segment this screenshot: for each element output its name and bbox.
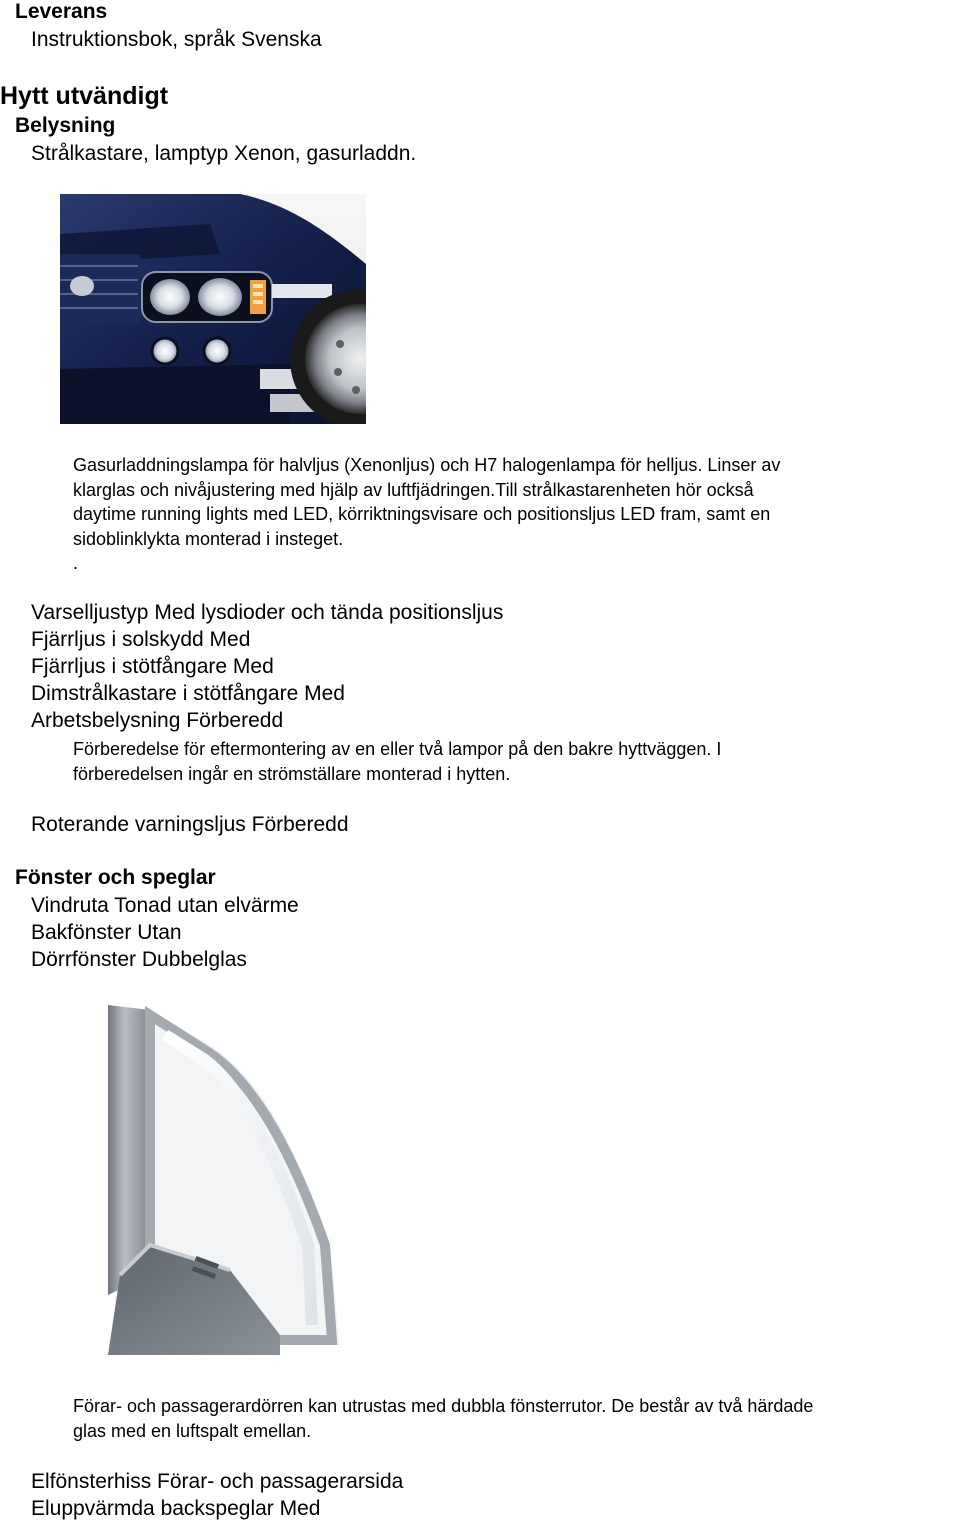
double-glazing-description-line: Förar- och passagerardörren kan utrustas med dubbla fönsterrutor. De består av två härdade (73, 1396, 814, 1416)
double-glazing-illustration (80, 1005, 360, 1355)
headlamp-description-line: Gasurladdningslampa för halvljus (Xenonljus) och H7 halogenlampa för helljus. Linser av (73, 455, 781, 475)
section-heading-hytt: Hytt utvändigt (0, 82, 169, 110)
arbetsbelysning-description-line: Förberedelse för eftermontering av en eller två lampor på den bakre hyttväggen. I (73, 739, 722, 759)
fonster-item: Elfönsterhiss Förar- och passagerarsida (31, 1470, 404, 1493)
belysning-item-headlamp: Strålkastare, lamptyp Xenon, gasurladdn. (31, 142, 417, 165)
double-glazing-description-line: glas med en luftspalt emellan. (73, 1420, 312, 1441)
belysning-item: Fjärrljus i solskydd Med (31, 628, 251, 651)
fonster-item: Eluppvärmda backspeglar Med (31, 1497, 321, 1520)
headlamp-description-line: daytime running lights med LED, körriktningsvisare och positionsljus LED fram, samt en (73, 504, 771, 524)
section-heading-leverans: Leverans (15, 0, 108, 23)
double-glazing-description (73, 1394, 813, 1443)
subsection-heading-fonster: Fönster och speglar (15, 866, 216, 889)
belysning-item: Arbetsbelysning Förberedd (31, 709, 284, 732)
headlamp-description-line: . (73, 553, 79, 573)
fonster-item: Bakfönster Utan (31, 921, 182, 944)
fonster-item: Vindruta Tonad utan elvärme (31, 894, 299, 917)
headlamp-photo (60, 194, 366, 424)
arbetsbelysning-description (73, 737, 721, 786)
belysning-item: Varselljustyp Med lysdioder och tända positionsljus (31, 601, 504, 624)
roterande-varningsljus-item: Roterande varningsljus Förberedd (31, 813, 349, 836)
belysning-item: Fjärrljus i stötfångare Med (31, 655, 274, 678)
headlamp-description-line: klarglas och nivåjustering med hjälp av luftfjädringen.Till strålkastarenheten hör också (73, 479, 754, 500)
arbetsbelysning-description-line: förberedelsen ingår en strömställare monterad i hytten. (73, 763, 511, 784)
belysning-item: Dimstrålkastare i stötfångare Med (31, 682, 345, 705)
headlamp-description-line: sidoblinklykta monterad i insteget. (73, 528, 344, 549)
subsection-heading-belysning: Belysning (15, 114, 116, 137)
fonster-item: Dörrfönster Dubbelglas (31, 948, 247, 971)
headlamp-description (73, 453, 780, 576)
leverans-item: Instruktionsbok, språk Svenska (31, 28, 322, 51)
